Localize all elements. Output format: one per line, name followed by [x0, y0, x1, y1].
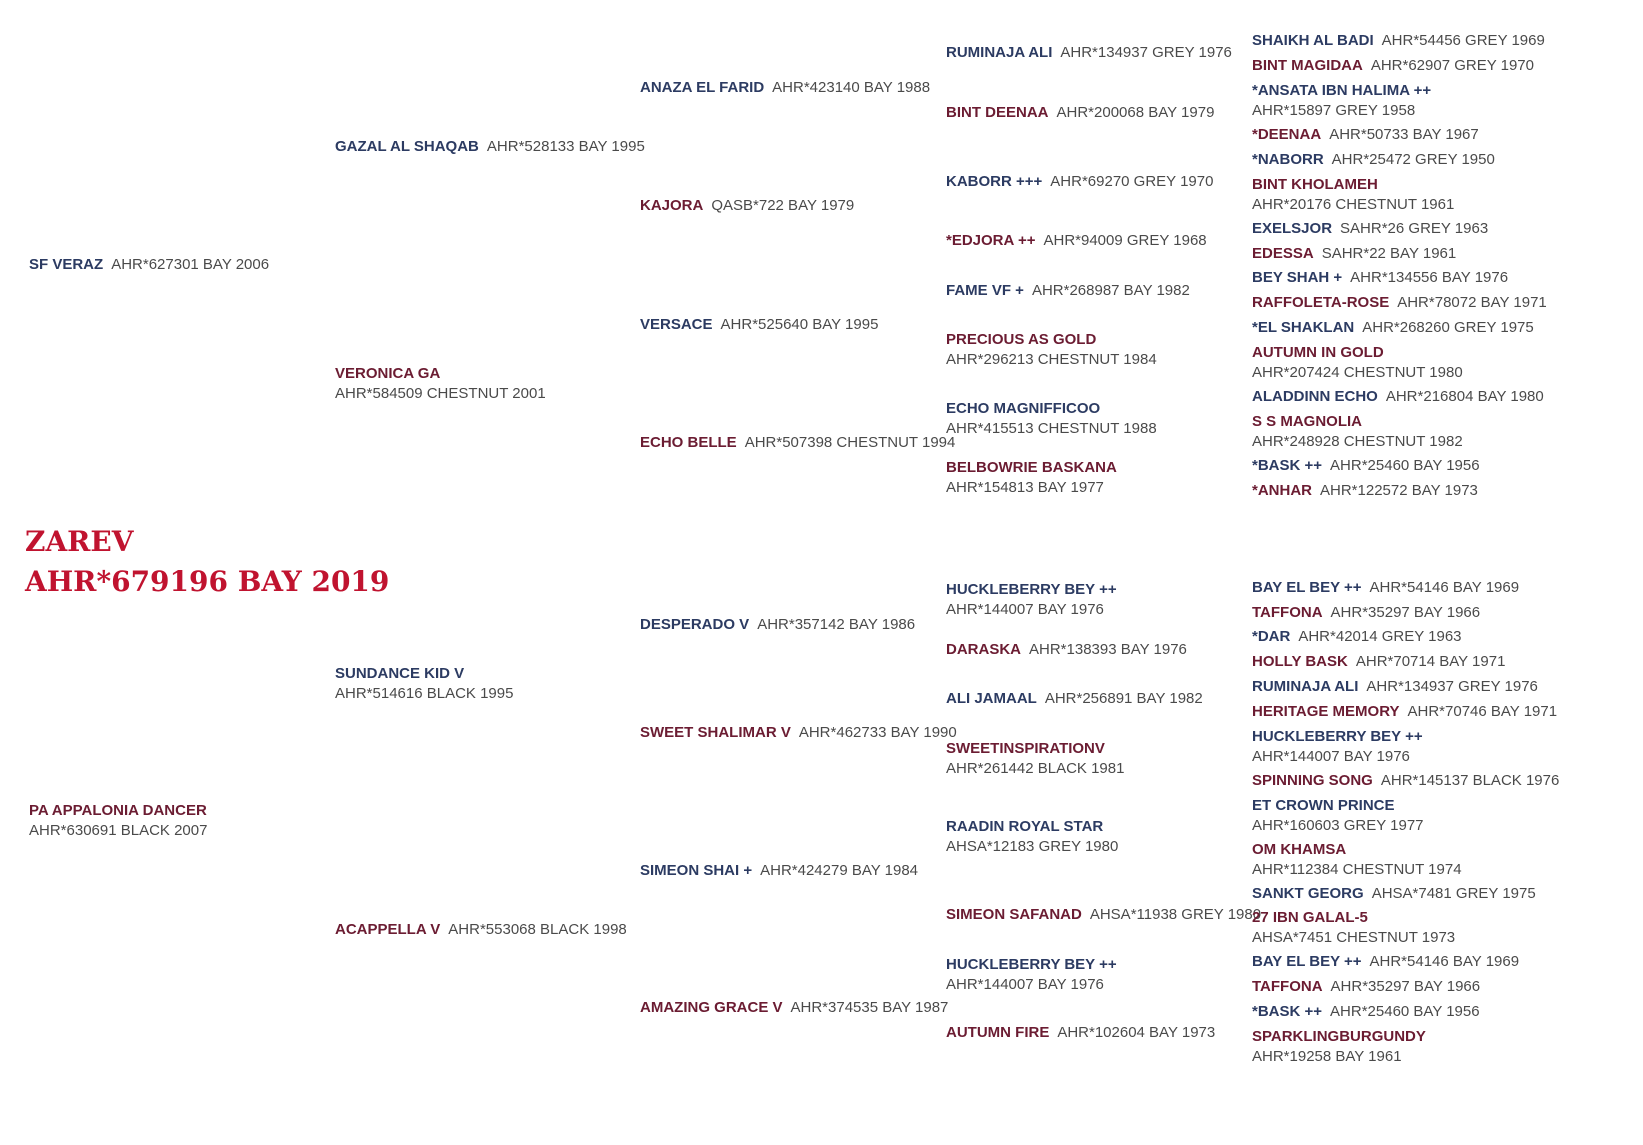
registration-info: AHR*160603 GREY 1977 — [1252, 817, 1424, 834]
horse-name[interactable]: ET CROWN PRINCE — [1252, 797, 1395, 814]
pedigree-entry-sire — [946, 689, 1203, 709]
pedigree-entry-sire — [946, 43, 1232, 63]
pedigree-entry-dam — [640, 998, 948, 1018]
pedigree-entry-sire — [1252, 219, 1488, 239]
horse-name[interactable]: BINT KHOLAMEH — [1252, 176, 1378, 193]
registration-info: AHR*102604 BAY 1973 — [1057, 1024, 1216, 1041]
horse-name[interactable]: EXELSJOR — [1252, 220, 1333, 237]
registration-info: AHR*261442 BLACK 1981 — [946, 760, 1125, 777]
horse-name[interactable]: RAADIN ROYAL STAR — [946, 818, 1104, 835]
subject-horse — [25, 522, 389, 602]
subject-name: ZAREV — [25, 525, 134, 558]
horse-name[interactable]: *EL SHAKLAN — [1252, 319, 1355, 336]
registration-info: AHR*248928 CHESTNUT 1982 — [1252, 433, 1463, 450]
pedigree-entry-dam — [946, 739, 1124, 779]
registration-info: AHSA*11938 GREY 1980 — [1089, 906, 1262, 923]
pedigree-entry-sire — [1252, 31, 1545, 51]
registration-info: AHR*54146 BAY 1969 — [1369, 579, 1520, 596]
pedigree-entry-dam — [1252, 840, 1462, 880]
pedigree-entry-dam — [640, 433, 955, 453]
pedigree-entry-dam — [1252, 603, 1480, 623]
pedigree-entry-dam — [946, 231, 1207, 251]
pedigree-entry-dam — [1252, 244, 1456, 264]
horse-name[interactable]: ALADDINN ECHO — [1252, 388, 1378, 405]
registration-info: AHR*514616 BLACK 1995 — [335, 685, 514, 702]
pedigree-entry-dam — [946, 905, 1261, 925]
horse-name[interactable]: PRECIOUS AS GOLD — [946, 331, 1097, 348]
horse-name[interactable]: AUTUMN FIRE — [946, 1024, 1050, 1041]
registration-info: AHR*134556 BAY 1976 — [1350, 269, 1509, 286]
horse-name[interactable]: BAY EL BEY ++ — [1252, 579, 1362, 596]
horse-name[interactable]: DESPERADO V — [640, 616, 750, 633]
registration-info: AHR*528133 BAY 1995 — [486, 138, 645, 155]
horse-name[interactable]: *ANHAR — [1252, 482, 1312, 499]
pedigree-entry-sire — [946, 172, 1213, 192]
pedigree-entry-dam — [1252, 908, 1455, 948]
registration-info: AHR*25460 BAY 1956 — [1330, 457, 1480, 474]
registration-info: AHR*525640 BAY 1995 — [720, 316, 879, 333]
pedigree-entry-dam — [1252, 125, 1479, 145]
registration-info: AHR*134937 GREY 1976 — [1060, 44, 1232, 61]
horse-name[interactable]: FAME VF + — [946, 282, 1024, 299]
pedigree-entry-sire — [1252, 456, 1480, 476]
horse-name[interactable]: BINT DEENAA — [946, 104, 1049, 121]
registration-info: AHR*134937 GREY 1976 — [1366, 678, 1538, 695]
horse-name[interactable]: HUCKLEBERRY BEY ++ — [946, 581, 1117, 598]
pedigree-entry-dam — [1252, 652, 1505, 672]
pedigree-entry-sire — [946, 955, 1117, 995]
registration-info: AHR*423140 BAY 1988 — [772, 79, 931, 96]
pedigree-entry-sire — [1252, 677, 1538, 697]
pedigree-entry-dam — [1252, 175, 1454, 215]
registration-info: AHR*50733 BAY 1967 — [1329, 126, 1479, 143]
registration-info: AHR*69270 GREY 1970 — [1050, 173, 1214, 190]
registration-info: AHR*35297 BAY 1966 — [1330, 978, 1481, 995]
registration-info: AHR*216804 BAY 1980 — [1385, 388, 1544, 405]
pedigree-entry-dam — [946, 1023, 1215, 1043]
pedigree-entry-dam — [335, 364, 546, 404]
horse-name[interactable]: SHAIKH AL BADI — [1252, 32, 1374, 49]
registration-info: AHR*144007 BAY 1976 — [1252, 748, 1410, 765]
pedigree-entry-sire — [1252, 150, 1495, 170]
registration-info: AHR*256891 BAY 1982 — [1044, 690, 1203, 707]
pedigree-entry-dam — [1252, 343, 1463, 383]
registration-info: AHR*94009 GREY 1968 — [1043, 232, 1207, 249]
horse-name[interactable]: RUMINAJA ALI — [1252, 678, 1359, 695]
registration-info: AHR*630691 BLACK 2007 — [29, 822, 208, 839]
pedigree-entry-sire — [1252, 318, 1534, 338]
registration-info: AHR*122572 BAY 1973 — [1320, 482, 1478, 499]
horse-name[interactable]: PA APPALONIA DANCER — [29, 802, 207, 819]
pedigree-entry-dam — [946, 330, 1157, 370]
pedigree-entry-sire — [1252, 387, 1544, 407]
pedigree-entry-dam — [640, 196, 854, 216]
pedigree-entry-sire — [1252, 727, 1423, 767]
registration-info: AHR*78072 BAY 1971 — [1397, 294, 1547, 311]
pedigree-entry-sire — [946, 817, 1118, 857]
pedigree-entry-dam — [946, 458, 1117, 498]
horse-name[interactable]: RAFFOLETA-ROSE — [1252, 294, 1390, 311]
pedigree-entry-dam — [946, 103, 1214, 123]
registration-info: AHR*424279 BAY 1984 — [760, 862, 919, 879]
horse-name[interactable]: *ANSATA IBN HALIMA ++ — [1252, 82, 1432, 99]
registration-info: AHR*154813 BAY 1977 — [946, 479, 1104, 496]
registration-info: AHR*268987 BAY 1982 — [1031, 282, 1190, 299]
horse-name[interactable]: SIMEON SAFANAD — [946, 906, 1082, 923]
registration-info: AHR*507398 CHESTNUT 1994 — [744, 434, 956, 451]
registration-info: AHR*25472 GREY 1950 — [1331, 151, 1495, 168]
horse-name[interactable]: VERSACE — [640, 316, 713, 333]
pedigree-entry-sire — [946, 399, 1157, 439]
registration-info: AHR*20176 CHESTNUT 1961 — [1252, 196, 1455, 213]
horse-name[interactable]: EDESSA — [1252, 245, 1314, 262]
pedigree-entry-sire — [335, 664, 513, 704]
registration-info: AHR*207424 CHESTNUT 1980 — [1252, 364, 1463, 381]
horse-name[interactable]: *DEENAA — [1252, 126, 1322, 143]
registration-info: QASB*722 BAY 1979 — [711, 197, 855, 214]
horse-name[interactable]: GAZAL AL SHAQAB — [335, 138, 479, 155]
pedigree-entry-sire — [1252, 81, 1431, 121]
pedigree-entry-dam — [1252, 56, 1534, 76]
pedigree-entry-sire — [1252, 1002, 1480, 1022]
registration-info: AHR*62907 GREY 1970 — [1370, 57, 1534, 74]
horse-name[interactable]: *BASK ++ — [1252, 457, 1323, 474]
registration-info: AHR*200068 BAY 1979 — [1056, 104, 1215, 121]
registration-info: AHR*374535 BAY 1987 — [790, 999, 949, 1016]
horse-name[interactable]: ACAPPELLA V — [335, 921, 441, 938]
pedigree-entry-sire — [1252, 627, 1462, 647]
pedigree-entry-dam — [640, 723, 957, 743]
registration-info: AHR*553068 BLACK 1998 — [448, 921, 627, 938]
horse-name[interactable]: SPARKLINGBURGUNDY — [1252, 1028, 1426, 1045]
horse-name[interactable]: TAFFONA — [1252, 978, 1323, 995]
horse-name[interactable]: BELBOWRIE BASKANA — [946, 459, 1117, 476]
registration-info: AHR*296213 CHESTNUT 1984 — [946, 351, 1157, 368]
registration-info: AHR*70714 BAY 1971 — [1355, 653, 1506, 670]
pedigree-entry-sire — [946, 580, 1117, 620]
pedigree-entry-sire — [946, 281, 1190, 301]
subject-registration: AHR*679196 BAY 2019 — [25, 565, 390, 598]
registration-info: AHR*19258 BAY 1961 — [1252, 1048, 1402, 1065]
registration-info: AHR*144007 BAY 1976 — [946, 976, 1104, 993]
pedigree-entry-sire — [1252, 952, 1519, 972]
pedigree-entry-dam — [1252, 771, 1559, 791]
horse-name[interactable]: SWEET SHALIMAR V — [640, 724, 791, 741]
registration-info: AHR*70746 BAY 1971 — [1407, 703, 1558, 720]
pedigree-entry-sire — [640, 861, 918, 881]
horse-name[interactable]: HOLLY BASK — [1252, 653, 1348, 670]
pedigree-entry-dam — [1252, 293, 1547, 313]
pedigree-entry-dam — [1252, 412, 1463, 452]
horse-name[interactable]: HUCKLEBERRY BEY ++ — [946, 956, 1117, 973]
pedigree-entry-dam — [1252, 481, 1478, 501]
horse-name[interactable]: *EDJORA ++ — [946, 232, 1036, 249]
horse-name[interactable]: BINT MAGIDAA — [1252, 57, 1363, 74]
horse-name[interactable]: SF VERAZ — [29, 256, 104, 273]
horse-name[interactable]: TAFFONA — [1252, 604, 1323, 621]
registration-info: AHR*138393 BAY 1976 — [1029, 641, 1187, 658]
horse-name[interactable]: SWEETINSPIRATIONV — [946, 740, 1105, 757]
registration-info: AHR*25460 BAY 1956 — [1330, 1003, 1480, 1020]
registration-info: AHR*54456 GREY 1969 — [1381, 32, 1545, 49]
registration-info: AHR*112384 CHESTNUT 1974 — [1252, 861, 1462, 878]
horse-name[interactable]: S S MAGNOLIA — [1252, 413, 1363, 430]
registration-info: AHR*145137 BLACK 1976 — [1380, 772, 1560, 789]
horse-name[interactable]: BEY SHAH + — [1252, 269, 1343, 286]
pedigree-entry-sire — [335, 137, 645, 157]
pedigree-entry-dam — [946, 640, 1187, 660]
horse-name[interactable]: AUTUMN IN GOLD — [1252, 344, 1384, 361]
horse-name[interactable]: SIMEON SHAI + — [640, 862, 753, 879]
horse-name[interactable]: ALI JAMAAL — [946, 690, 1037, 707]
horse-name[interactable]: *NABORR — [1252, 151, 1324, 168]
pedigree-entry-dam — [335, 920, 627, 940]
horse-name[interactable]: AMAZING GRACE V — [640, 999, 783, 1016]
registration-info: AHR*627301 BAY 2006 — [111, 256, 270, 273]
pedigree-entry-sire — [1252, 578, 1519, 598]
registration-info: SAHR*22 BAY 1961 — [1321, 245, 1457, 262]
horse-name[interactable]: 27 IBN GALAL-5 — [1252, 909, 1368, 926]
horse-name[interactable]: OM KHAMSA — [1252, 841, 1347, 858]
horse-name[interactable]: HUCKLEBERRY BEY ++ — [1252, 728, 1423, 745]
horse-name[interactable]: SANKT GEORG — [1252, 885, 1364, 902]
registration-info: AHR*415513 CHESTNUT 1988 — [946, 420, 1157, 437]
registration-info: AHR*15897 GREY 1958 — [1252, 102, 1416, 119]
registration-info: SAHR*26 GREY 1963 — [1340, 220, 1489, 237]
horse-name[interactable]: ECHO MAGNIFFICOO — [946, 400, 1101, 417]
pedigree-entry-dam — [29, 801, 207, 841]
registration-info: AHR*35297 BAY 1966 — [1330, 604, 1481, 621]
pedigree-entry-sire — [640, 78, 930, 98]
registration-info: AHR*144007 BAY 1976 — [946, 601, 1104, 618]
pedigree-entry-sire — [29, 255, 269, 275]
horse-name[interactable]: DARASKA — [946, 641, 1021, 658]
horse-name[interactable]: KAJORA — [640, 197, 704, 214]
registration-info: AHR*268260 GREY 1975 — [1362, 319, 1534, 336]
registration-info: AHR*357142 BAY 1986 — [757, 616, 916, 633]
horse-name[interactable]: ANAZA EL FARID — [640, 79, 765, 96]
horse-name[interactable]: *DAR — [1252, 628, 1291, 645]
registration-info: AHSA*12183 GREY 1980 — [946, 838, 1119, 855]
pedigree-entry-dam — [1252, 977, 1480, 997]
pedigree-entry-sire — [1252, 796, 1424, 836]
registration-info: AHR*584509 CHESTNUT 2001 — [335, 385, 546, 402]
horse-name[interactable]: HERITAGE MEMORY — [1252, 703, 1400, 720]
horse-name[interactable]: KABORR +++ — [946, 173, 1043, 190]
registration-info: AHR*462733 BAY 1990 — [798, 724, 957, 741]
horse-name[interactable]: ECHO BELLE — [640, 434, 737, 451]
pedigree-entry-sire — [1252, 884, 1536, 904]
registration-info: AHSA*7481 GREY 1975 — [1371, 885, 1536, 902]
pedigree-entry-sire — [1252, 268, 1508, 288]
pedigree-entry-sire — [640, 615, 915, 635]
pedigree-entry-sire — [640, 315, 878, 335]
registration-info: AHSA*7451 CHESTNUT 1973 — [1252, 929, 1456, 946]
horse-name[interactable]: *BASK ++ — [1252, 1003, 1323, 1020]
pedigree-entry-dam — [1252, 1027, 1426, 1067]
pedigree-entry-dam — [1252, 702, 1557, 722]
registration-info: AHR*42014 GREY 1963 — [1298, 628, 1462, 645]
horse-name[interactable]: BAY EL BEY ++ — [1252, 953, 1362, 970]
registration-info: AHR*54146 BAY 1969 — [1369, 953, 1520, 970]
horse-name[interactable]: SPINNING SONG — [1252, 772, 1373, 789]
horse-name[interactable]: RUMINAJA ALI — [946, 44, 1053, 61]
horse-name[interactable]: SUNDANCE KID V — [335, 665, 465, 682]
horse-name[interactable]: VERONICA GA — [335, 365, 441, 382]
